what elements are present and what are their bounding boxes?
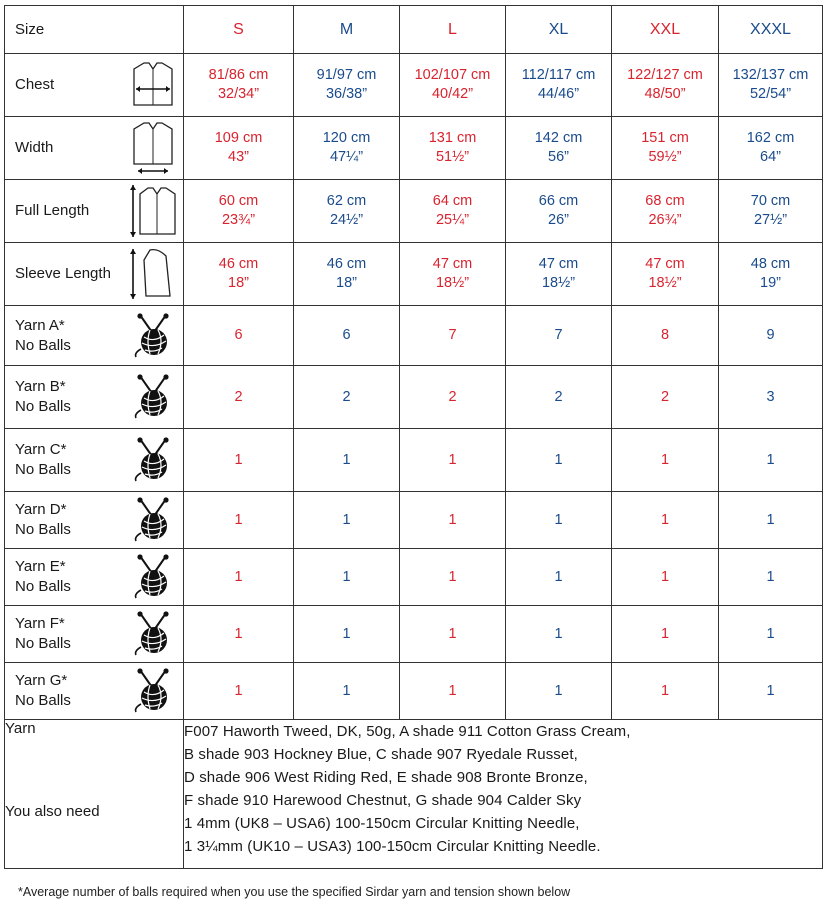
metric-value: 46 cm xyxy=(218,256,259,272)
imperial-value: 36/38” xyxy=(325,86,368,102)
ball-count: 7 xyxy=(400,306,506,366)
metric-value: 142 cm xyxy=(534,130,583,146)
measurement-cell xyxy=(506,54,612,117)
imperial-value: 52/54” xyxy=(749,86,792,102)
imperial-value: 26¾” xyxy=(648,212,682,228)
measurement-cell xyxy=(612,117,719,180)
size-header-m: M xyxy=(294,6,400,54)
notes-line: B shade 903 Hockney Blue, C shade 907 Ryedale Russet, xyxy=(184,746,578,763)
notes-line: F shade 910 Harewood Chestnut, G shade 904 Calder Sky xyxy=(184,792,582,809)
yarn-name: Yarn C* xyxy=(15,441,67,458)
ball-count: 1 xyxy=(184,606,294,663)
imperial-value: 19” xyxy=(760,275,781,291)
imperial-value: 18” xyxy=(336,275,357,291)
yarn-row-label xyxy=(5,606,123,663)
ball-count: 1 xyxy=(719,663,823,720)
imperial-value: 56” xyxy=(548,149,569,165)
ball-count: 1 xyxy=(612,549,719,606)
measurement-cell xyxy=(506,117,612,180)
imperial-value: 47¼” xyxy=(329,149,364,165)
yarn-row-label xyxy=(5,366,123,429)
measurement-cell xyxy=(719,243,823,306)
metric-value: 46 cm xyxy=(326,256,367,272)
metric-value: 66 cm xyxy=(538,193,579,209)
footnote: *Average number of balls required when you use the specified Sirdar yarn and tension shown below xyxy=(18,885,571,899)
yarn-row-label xyxy=(5,429,123,492)
ball-count: 1 xyxy=(612,663,719,720)
imperial-value: 18½” xyxy=(541,275,576,291)
imperial-value: 23¾” xyxy=(221,212,256,228)
imperial-value: 40/42” xyxy=(431,86,474,102)
yarn-balls-label: No Balls xyxy=(15,521,71,538)
imperial-value: 25¼” xyxy=(435,212,470,228)
measurement-row xyxy=(5,117,823,180)
metric-value: 91/97 cm xyxy=(316,67,377,83)
imperial-value: 43” xyxy=(228,149,249,165)
ball-count: 2 xyxy=(184,366,294,429)
yarn-balls-label: No Balls xyxy=(15,578,71,595)
size-header-xxxl: XXXL xyxy=(719,6,823,54)
ball-count: 1 xyxy=(612,606,719,663)
yarn-balls-label: No Balls xyxy=(15,461,71,478)
metric-value: 109 cm xyxy=(214,130,263,146)
metric-value: 102/107 cm xyxy=(414,67,491,83)
yarn-name: Yarn G* xyxy=(15,672,68,689)
imperial-value: 24½” xyxy=(329,212,364,228)
ball-count: 1 xyxy=(400,429,506,492)
yarn-ball-needles-icon xyxy=(123,429,184,492)
measurement-row xyxy=(5,54,823,117)
metric-value: 47 cm xyxy=(432,256,473,272)
yarn-row-label xyxy=(5,549,123,606)
cardigan-width-icon xyxy=(123,117,184,180)
cardigan-chest-icon xyxy=(123,54,184,117)
ball-count: 1 xyxy=(184,549,294,606)
ball-count: 1 xyxy=(719,492,823,549)
ball-count: 1 xyxy=(506,663,612,720)
imperial-value: 48/50” xyxy=(644,86,686,102)
size-label: Size xyxy=(5,6,184,54)
imperial-value: 64” xyxy=(760,149,781,165)
spacer xyxy=(5,737,183,803)
ball-count: 1 xyxy=(294,606,400,663)
ball-count: 8 xyxy=(612,306,719,366)
notes-row xyxy=(5,720,823,869)
measurement-cell xyxy=(294,117,400,180)
yarn-row xyxy=(5,366,823,429)
yarn-row-label xyxy=(5,306,123,366)
metric-value: 132/137 cm xyxy=(732,67,809,83)
yarn-balls-label: No Balls xyxy=(15,336,71,354)
metric-value: 131 cm xyxy=(428,130,477,146)
measurement-cell xyxy=(612,243,719,306)
yarn-row xyxy=(5,429,823,492)
size-header-l: L xyxy=(400,6,506,54)
ball-count: 6 xyxy=(184,306,294,366)
metric-value: 120 cm xyxy=(322,130,371,146)
ball-count: 1 xyxy=(719,606,823,663)
ball-count: 1 xyxy=(400,663,506,720)
measurement-cell xyxy=(184,243,294,306)
measurement-cell xyxy=(400,117,506,180)
measurement-cell xyxy=(612,180,719,243)
ball-count: 7 xyxy=(506,306,612,366)
size-header-s: S xyxy=(184,6,294,54)
yarn-ball-needles-icon xyxy=(123,663,184,720)
size-table-body xyxy=(5,6,823,869)
metric-value: 64 cm xyxy=(432,193,473,209)
yarn-name: Yarn A* xyxy=(15,316,65,334)
imperial-value: 44/46” xyxy=(537,86,580,102)
measurement-cell xyxy=(506,180,612,243)
measurement-cell xyxy=(294,54,400,117)
imperial-value: 18” xyxy=(228,275,249,291)
yarn-ball-needles-icon xyxy=(123,492,184,549)
row-label: Sleeve Length xyxy=(5,243,123,306)
metric-value: 68 cm xyxy=(645,193,685,209)
ball-count: 2 xyxy=(294,366,400,429)
yarn-name: Yarn E* xyxy=(15,558,66,575)
ball-count: 1 xyxy=(294,663,400,720)
measurement-cell xyxy=(400,243,506,306)
yarn-ball-needles-icon xyxy=(123,549,184,606)
metric-value: 112/117 cm xyxy=(521,67,596,83)
measurement-cell xyxy=(400,54,506,117)
ball-count: 1 xyxy=(184,663,294,720)
imperial-value: 27½” xyxy=(753,212,788,228)
size-chart xyxy=(4,5,822,899)
yarn-row-label xyxy=(5,492,123,549)
imperial-value: 59½” xyxy=(648,149,682,165)
metric-value: 81/86 cm xyxy=(208,67,269,83)
imperial-value: 18½” xyxy=(648,275,682,291)
ball-count: 1 xyxy=(506,492,612,549)
ball-count: 1 xyxy=(400,606,506,663)
measurement-cell xyxy=(400,180,506,243)
ball-count: 1 xyxy=(506,606,612,663)
ball-count: 1 xyxy=(506,429,612,492)
sleeve-length-icon xyxy=(123,243,184,306)
measurement-cell xyxy=(719,54,823,117)
row-label: Width xyxy=(5,117,123,180)
ball-count: 9 xyxy=(719,306,823,366)
yarn-name: Yarn B* xyxy=(15,378,66,395)
ball-count: 1 xyxy=(400,492,506,549)
yarn-row xyxy=(5,549,823,606)
ball-count: 1 xyxy=(184,492,294,549)
ball-count: 1 xyxy=(294,492,400,549)
notes-line: D shade 906 West Riding Red, E shade 908 Bronte Bronze, xyxy=(184,769,588,786)
metric-value: 70 cm xyxy=(750,193,791,209)
metric-value: 47 cm xyxy=(645,256,685,272)
notes-line: F007 Haworth Tweed, DK, 50g, A shade 911 Cotton Grass Cream, xyxy=(184,723,631,740)
ball-count: 1 xyxy=(294,549,400,606)
ball-count: 6 xyxy=(294,306,400,366)
notes-line: 1 4mm (UK8 – USA6) 100-150cm Circular Knitting Needle, xyxy=(184,815,580,832)
yarn-balls-label: No Balls xyxy=(15,635,71,652)
measurement-cell xyxy=(506,243,612,306)
ball-count: 2 xyxy=(400,366,506,429)
ball-count: 1 xyxy=(719,549,823,606)
yarn-name: Yarn F* xyxy=(15,615,65,632)
yarn-balls-label: No Balls xyxy=(15,692,71,709)
notes-text xyxy=(184,720,823,869)
ball-count: 1 xyxy=(506,549,612,606)
notes-labels xyxy=(5,720,184,869)
ball-count: 1 xyxy=(612,429,719,492)
ball-count: 2 xyxy=(612,366,719,429)
header-row xyxy=(5,6,823,54)
ball-count: 1 xyxy=(612,492,719,549)
yarn-label: Yarn xyxy=(5,720,36,737)
metric-value: 122/127 cm xyxy=(627,67,703,83)
row-label: Chest xyxy=(5,54,123,117)
metric-value: 60 cm xyxy=(218,193,259,209)
size-table xyxy=(4,5,823,869)
yarn-name: Yarn D* xyxy=(15,501,67,518)
measurement-cell xyxy=(184,117,294,180)
measurement-cell xyxy=(612,54,719,117)
metric-value: 62 cm xyxy=(326,193,367,209)
yarn-row xyxy=(5,306,823,366)
size-header-xxl: XXL xyxy=(612,6,719,54)
imperial-value: 32/34” xyxy=(217,86,260,102)
measurement-row xyxy=(5,180,823,243)
ball-count: 1 xyxy=(184,429,294,492)
ball-count: 1 xyxy=(719,429,823,492)
measurement-row xyxy=(5,243,823,306)
yarn-balls-label: No Balls xyxy=(15,398,71,415)
yarn-ball-needles-icon xyxy=(123,366,184,429)
ball-count: 1 xyxy=(294,429,400,492)
ball-count: 1 xyxy=(400,549,506,606)
yarn-row xyxy=(5,492,823,549)
ball-count: 3 xyxy=(719,366,823,429)
yarn-row xyxy=(5,606,823,663)
measurement-cell xyxy=(184,180,294,243)
notes-line: 1 3¼mm (UK10 – USA3) 100-150cm Circular Knitting Needle. xyxy=(184,838,601,855)
measurement-cell xyxy=(184,54,294,117)
size-header-xl: XL xyxy=(506,6,612,54)
imperial-value: 51½” xyxy=(435,149,470,165)
metric-value: 162 cm xyxy=(746,130,795,146)
imperial-value: 26” xyxy=(548,212,569,228)
measurement-cell xyxy=(719,180,823,243)
ball-count: 2 xyxy=(506,366,612,429)
yarn-row xyxy=(5,663,823,720)
metric-value: 151 cm xyxy=(641,130,689,146)
measurement-cell xyxy=(719,117,823,180)
measurement-cell xyxy=(294,243,400,306)
measurement-cell xyxy=(294,180,400,243)
cardigan-length-icon xyxy=(123,180,184,243)
yarn-ball-needles-icon xyxy=(123,306,184,366)
yarn-ball-needles-icon xyxy=(123,606,184,663)
metric-value: 48 cm xyxy=(750,256,791,272)
imperial-value: 18½” xyxy=(435,275,470,291)
metric-value: 47 cm xyxy=(538,256,579,272)
yarn-row-label xyxy=(5,663,123,720)
row-label: Full Length xyxy=(5,180,123,243)
also-need-label: You also need xyxy=(5,803,100,820)
